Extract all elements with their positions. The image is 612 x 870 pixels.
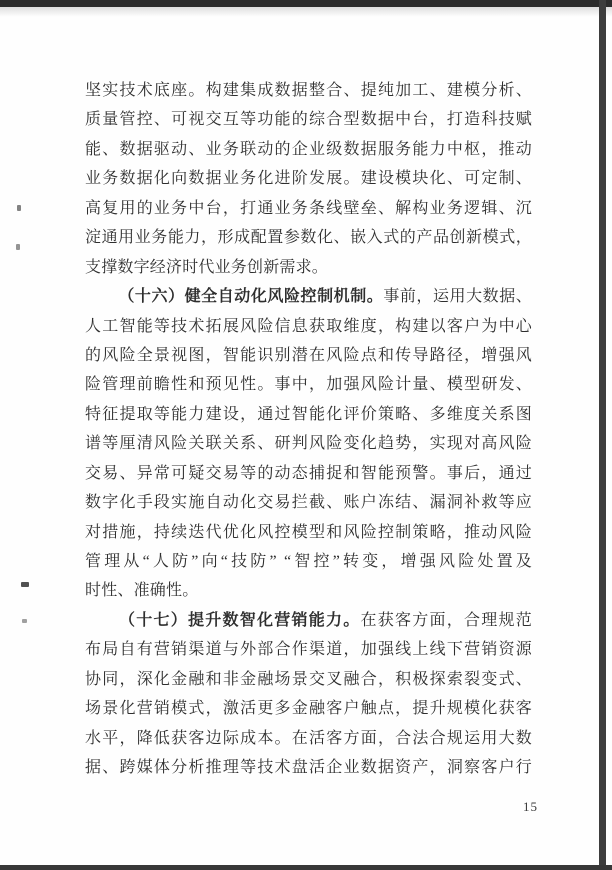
text-line: 数字化手段实施自动化交易拦截、账户冻结、漏洞补救等应 bbox=[85, 494, 532, 512]
scan-edge-top-shadow bbox=[0, 7, 612, 17]
paragraph bbox=[85, 606, 532, 783]
paragraph bbox=[85, 76, 532, 282]
text-line: 场景化营销模式，激活更多金融客户触点，提升规模化获客 bbox=[85, 700, 532, 718]
text-line: 险管理前瞻性和预见性。事中，加强风险计量、模型研发、 bbox=[85, 376, 532, 394]
section-heading-rest: 事前，运用大数据、 bbox=[383, 288, 532, 306]
text-line: 支撑数字经济时代业务创新需求。 bbox=[85, 258, 329, 276]
text-line: 特征提取等能力建设，通过智能化评价策略、多维度关系图 bbox=[85, 405, 532, 423]
section-heading: （十七）提升数智化营销能力。 bbox=[118, 611, 361, 629]
text-line: 质量管控、可视交互等功能的综合型数据中台，打造科技赋 bbox=[85, 111, 532, 129]
text-line: 坚实技术底座。构建集成数据整合、提纯加工、建模分析、 bbox=[85, 82, 532, 99]
paragraph bbox=[85, 282, 532, 606]
page-number: 15 bbox=[523, 799, 538, 814]
document-text bbox=[85, 76, 532, 783]
scan-speck bbox=[21, 582, 29, 587]
section-heading-rest: 在获客方面，合理规范 bbox=[360, 611, 532, 629]
scan-speck bbox=[22, 619, 27, 623]
text-line: 水平，降低获客边际成本。在活客方面，合法合规运用大数 bbox=[85, 729, 532, 747]
scan-edge-bottom bbox=[0, 865, 612, 870]
text-line: 业务数据化向数据业务化进阶发展。建设模块化、可定制、 bbox=[85, 170, 532, 188]
section-heading-line bbox=[85, 282, 532, 311]
text-line: 高复用的业务中台，打通业务条线壁垒、解构业务逻辑、沉 bbox=[85, 199, 532, 217]
text-line: 协同，深化金融和非金融场景交叉融合，积极探索裂变式、 bbox=[85, 670, 532, 688]
text-line: 据、跨媒体分析推理等技术盘活企业数据资产，洞察客户行 bbox=[85, 759, 532, 777]
scan-edge-top bbox=[0, 0, 612, 7]
text-line: 管理从“人防”向“技防” “智控”转变，增强风险处置及 bbox=[85, 553, 532, 570]
section-heading-line bbox=[85, 606, 532, 635]
scan-speck bbox=[17, 205, 21, 211]
text-line: 淀通用业务能力，形成配置参数化、嵌入式的产品创新模式， bbox=[85, 229, 532, 247]
section-heading: （十六）健全自动化风险控制机制。 bbox=[118, 288, 384, 306]
text-line: 交易、异常可疑交易等的动态捕捉和智能预警。事后，通过 bbox=[85, 464, 532, 482]
text-line: 谱等厘清风险关联关系、研判风险变化趋势，实现对高风险 bbox=[85, 435, 532, 453]
text-line: 的风险全景视图，智能识别潜在风险点和传导路径，增强风 bbox=[85, 346, 532, 364]
text-line: 对措施，持续迭代优化风控模型和风险控制策略，推动风险 bbox=[85, 523, 532, 541]
text-line: 人工智能等技术拓展风险信息获取维度，构建以客户为中心 bbox=[85, 317, 532, 335]
text-line: 时性、准确性。 bbox=[85, 582, 199, 600]
scan-speck bbox=[16, 244, 20, 250]
text-line: 布局自有营销渠道与外部合作渠道，加强线上线下营销资源 bbox=[85, 641, 532, 659]
text-line: 能、数据驱动、业务联动的企业级数据服务能力中枢，推动 bbox=[85, 140, 532, 158]
scan-edge-right bbox=[599, 0, 606, 870]
